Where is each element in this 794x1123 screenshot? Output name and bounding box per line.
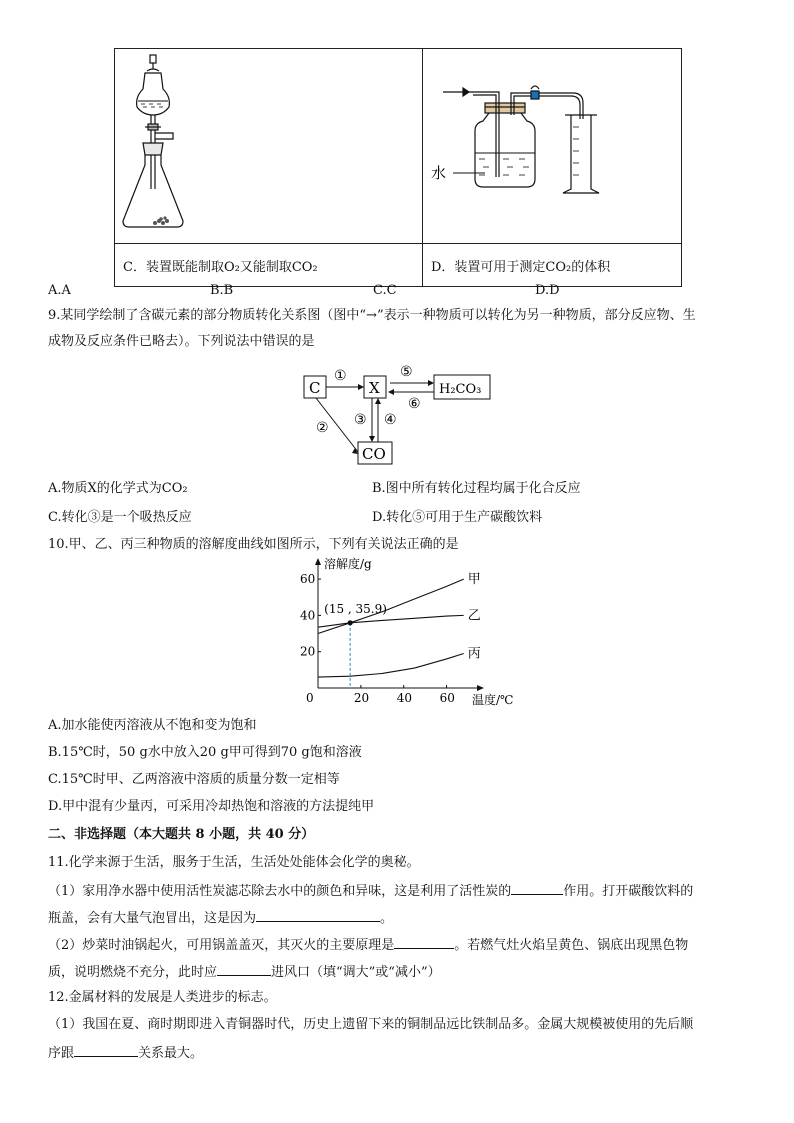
q12-p1-text-c: 关系最大。	[138, 1046, 204, 1061]
water-label: 水	[431, 164, 447, 182]
q11-blank-3[interactable]	[394, 935, 454, 949]
edge-label-6: ⑥	[408, 396, 421, 412]
q8-option-d: D.D	[535, 283, 560, 298]
q9-stem-line1: 9.某同学绘制了含碳元素的部分物质转化关系图（图中“→”表示一种物质可以转化为另一种物质，部分反应物、生	[48, 308, 696, 323]
carbon-conversion-diagram	[298, 366, 498, 470]
q12-blank-1[interactable]	[74, 1043, 138, 1057]
q11-p2-text-b: 。若燃气灶火焰呈黄色、锅底出现黑色物	[454, 938, 689, 953]
y-tick-label: 20	[300, 644, 316, 659]
q11-p1-text-c: 瓶盖，会有大量气泡冒出，这是因为	[48, 911, 257, 926]
q9-option-b: B.图中所有转化过程均属于化合反应	[372, 481, 581, 496]
q8-option-b: B.B	[210, 283, 234, 298]
node-co: CO	[362, 445, 386, 463]
q8-option-c: C.C	[373, 283, 397, 298]
edge-label-3: ③	[354, 412, 367, 428]
q12-p1-line1: （1）我国在夏、商时期即进入青铜器时代，历史上遗留下来的铜制品远比铁制品多。金属大规模被使用的先后顺	[48, 1017, 694, 1032]
node-c: C	[309, 379, 321, 397]
q9-stem-line2: 成物及反应条件已略去）。下列说法中错误的是	[48, 334, 315, 349]
x-axis-label: 温度/℃	[472, 693, 514, 707]
q8-option-a: A.A	[48, 283, 71, 298]
x-axis-arrow	[477, 685, 484, 691]
x-tick-label: 40	[396, 691, 412, 705]
q10-option-c: C.15℃时甲、乙两溶液中溶质的质量分数一定相等	[48, 772, 340, 787]
x-tick-label: 20	[353, 691, 370, 705]
y-tick-label: 60	[300, 572, 316, 587]
q9-option-c: C.转化③是一个吸热反应	[48, 510, 192, 525]
y-axis-arrow	[315, 558, 321, 565]
x-tick-label: 0	[306, 691, 314, 705]
section-2-title: 二、非选择题（本大题共 8 小题，共 40 分）	[48, 827, 315, 842]
series-label-3: 丙	[467, 646, 481, 662]
apparatus-table	[114, 48, 682, 287]
q11-p1-line1	[48, 881, 693, 901]
q11-blank-4[interactable]	[217, 962, 271, 976]
q11-p2-text-a: （2）炒菜时油锅起火，可用锅盖盖灭，其灭火的主要原理是	[48, 938, 395, 953]
q12-stem: 12.金属材料的发展是人类进步的标志。	[48, 990, 277, 1005]
separatory-funnel-flask-figure	[115, 49, 422, 239]
q11-p2-text-c: 质，说明燃烧不充分，此时应	[48, 965, 218, 980]
q10-option-a: A.加水能使丙溶液从不饱和变为饱和	[48, 718, 257, 733]
series-line-2	[318, 615, 464, 627]
q11-p1-text-d: 。	[380, 911, 394, 926]
series-label-2: 乙	[467, 608, 481, 624]
x-tick-label: 60	[439, 691, 455, 705]
q11-p2-line2	[48, 962, 441, 982]
y-axis-label: 溶解度/g	[324, 557, 372, 571]
caption-d: D．装置可用于测定CO₂的体积	[423, 244, 682, 287]
q9-option-a: A.物质X的化学式为CO₂	[48, 481, 188, 496]
apparatus-d-cell	[423, 49, 682, 244]
series-line-3	[318, 654, 464, 678]
intersection-point	[348, 620, 353, 625]
y-tick-label: 40	[300, 608, 316, 623]
edge-label-5: ⑤	[400, 364, 413, 380]
q11-p1-line2	[48, 908, 393, 928]
q11-p2-text-d: 进风口（填“调大”或“减小”）	[271, 965, 441, 980]
edge-label-1: ①	[334, 368, 347, 384]
q11-blank-2[interactable]	[256, 908, 380, 922]
series-label-1: 甲	[467, 572, 481, 588]
q11-p1-text-a: （1）家用净水器中使用活性炭滤芯除去水中的颜色和异味，这是利用了活性炭的	[48, 884, 512, 899]
edge-label-2: ②	[316, 420, 329, 436]
q12-p1-line2	[48, 1043, 203, 1063]
q11-blank-1[interactable]	[511, 881, 563, 895]
q10-option-d: D.甲中混有少量丙，可采用冷却热饱和溶液的方法提纯甲	[48, 799, 375, 814]
node-h2co3: H₂CO₃	[439, 382, 482, 397]
q11-p1-text-b: 作用。打开碳酸饮料的	[563, 884, 694, 899]
q9-option-d: D.转化⑤可用于生产碳酸饮料	[372, 510, 543, 525]
intersection-annotation: (15 , 35.9)	[324, 601, 387, 616]
solubility-chart	[290, 557, 514, 710]
q10-stem: 10.甲、乙、丙三种物质的溶解度曲线如图所示，下列有关说法正确的是	[48, 537, 459, 552]
edge-label-4: ④	[384, 412, 397, 428]
q10-option-b: B.15℃时，50 g水中放入20 g甲可得到70 g饱和溶液	[48, 745, 362, 760]
apparatus-c-cell	[115, 49, 423, 244]
q11-p2-line1	[48, 935, 688, 955]
gas-volume-measure-figure	[423, 49, 681, 239]
node-x: X	[369, 379, 380, 397]
q11-stem: 11.化学来源于生活，服务于生活，生活处处能体会化学的奥秘。	[48, 855, 420, 870]
q12-p1-text-b: 序跟	[48, 1046, 75, 1061]
caption-c: C．装置既能制取O₂又能制取CO₂	[115, 244, 423, 287]
